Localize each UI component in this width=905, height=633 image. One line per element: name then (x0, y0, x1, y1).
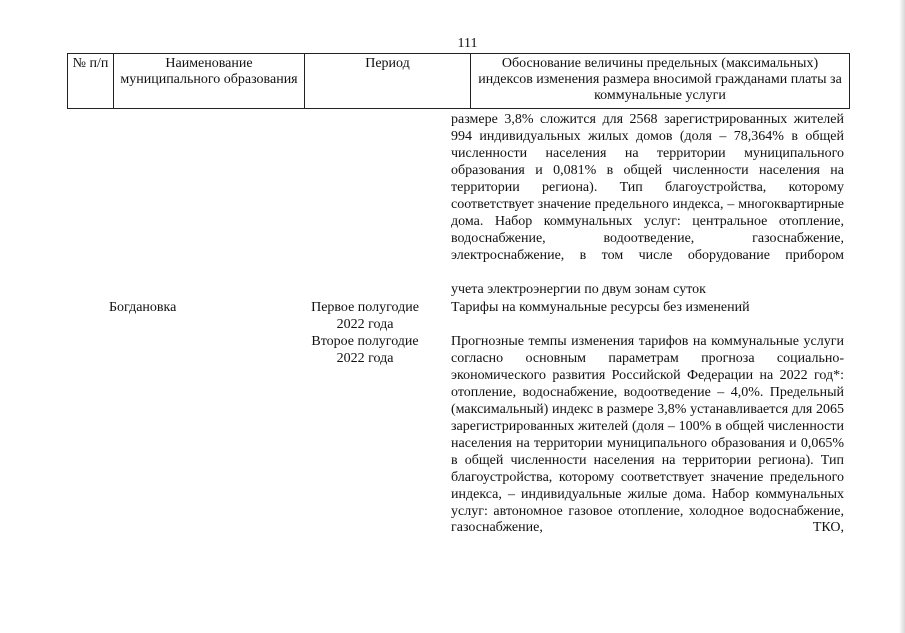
scan-edge (899, 0, 905, 633)
header-col-number: № п/п (68, 54, 114, 109)
municipality-name: Богдановка (109, 300, 177, 315)
period-second-half: Второе полугодие 2022 года (311, 334, 419, 366)
continuation-last-line: учета электроэнергии по двум зонам суток (451, 282, 706, 297)
second-half-text: Прогнозные темпы изменения тарифов на коммунальные услуги согласно основным параметрам прогноза социально-экономического развития Российской Федерации на 2022 год*: отопление, водоснабжение, водоотведение – 4,0%. Предельный (максимальный) индекс в размере 3,8% устанавливается для 2065 зарегистрированных жителей (доля – 100% в общей численности населения на территории муниципального образования и 0,065% в общей численности населения на территории региона). Тип благоустройства, которому соответствует значение предельного индекса, – индивидуальные жилые дома. Набор коммунальных услуг: автономное газовое отопление, холодное водоснабжение, газоснабжение, ТКО, (451, 334, 844, 536)
header-col-justification: Обоснование величины предельных (максимальных) индексов изменения размера вносимой гражданами платы за коммунальные услуги (471, 54, 850, 109)
continuation-paragraph: размере 3,8% сложится для 2568 зарегистрированных жителей 994 индивидуальных жилых домов (доля – 78,364% в общей численности населения на территории муниципального образования и 0,081% в общей численности населения на территории региона). Тип благоустройства, которому соответствует значение предельного индекса, – многоквартирные дома. Набор коммунальных услуг: центральное отопление, водоснабжение, водоотведение, газоснабжение, электроснабжение, в том числе оборудование прибором (451, 112, 844, 263)
table-header (67, 53, 850, 109)
header-col-municipality: Наименование муниципального образования (114, 54, 305, 109)
page-number: 111 (457, 36, 478, 51)
header-col-period: Период (305, 54, 471, 109)
period-first-half: Первое полугодие 2022 года (311, 300, 419, 332)
first-half-text: Тарифы на коммунальные ресурсы без изменений (451, 300, 750, 315)
